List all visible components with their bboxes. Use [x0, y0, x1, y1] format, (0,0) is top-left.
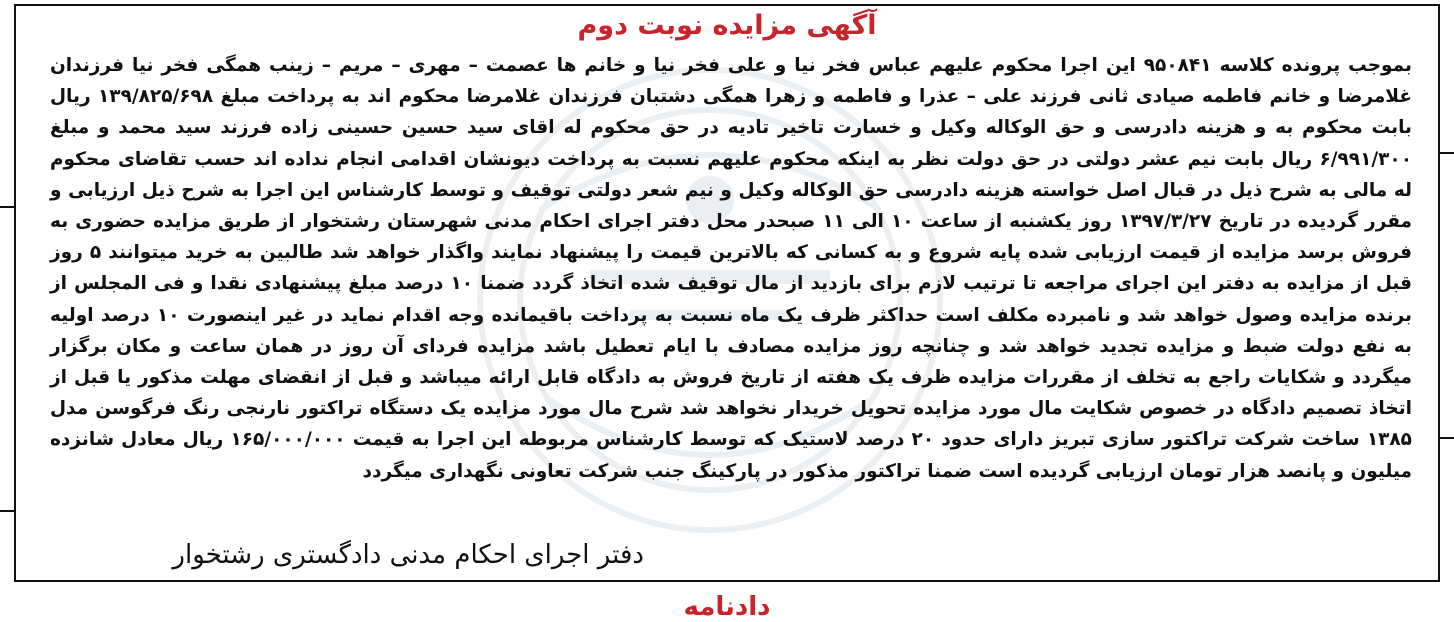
- next-notice-title: دادنامه: [683, 592, 771, 622]
- notice-body-text: بموجب پرونده کلاسه ۹۵۰۸۴۱ این اجرا محکوم علیهم عباس فخر نیا و علی فخر نیا و خانم ها عصمت – مهری – مریم – زینب همگی فخر نیا فرزندان غلامرضا و خانم فاطمه صیادی ثانی فرزند علی – عذرا و فاطمه و زهرا همگی دشتبان فرزندان غلامرضا محکوم اند به پرداخت مبلغ ۱۳۹/۸۲۵/۶۹۸ ریال بابت محکوم به و هزینه دادرسی و حق الوکاله وکیل و خسارت تاخیر تادیه در حق محکوم له اقای سید حسین حسینی زاده فرزند سید محمد و مبلغ ۶/۹۹۱/۳۰۰ ریال بابت نیم عشر دولتی در حق دولت نظر به اینکه محکوم علیهم نسبت به پرداخت دیونشان اقدامی انجام نداده اند حسب تقاضای محکوم له مالی به شرح ذیل در قبال اصل خواسته هزینه دادرسی حق الوکاله وکیل و نیم شعر دولتی توقیف و توسط کارشناس این اجرا به شرح ذیل ارزیابی و مقرر گردیده در تاریخ ۱۳۹۷/۳/۲۷ روز یکشنبه از ساعت ۱۰ الی ۱۱ صبحدر محل دفتر اجرای احکام مدنی شهرستان رشتخوار از طریق مزایده حضوری به فروش برسد مزایده از قیمت ارزیابی شده پایه شروع و به کسانی که بالاترین قیمت را پیشنهاد نمایند واگذار خواهد شد طالبین به خرید میتوانند ۵ روز قبل از مزایده به دفتر این اجرای مراجعه تا ترتیب لازم برای بازدید از مال توقیف شده اتخاذ گردد ضمنا ۱۰ درصد مبلغ پیشنهادی نقدا و فی المجلس از برنده مزایده وصول خواهد شد و نامبرده مکلف است حداکثر ظرف یک ماه نسبت به پرداخت باقیمانده وجه اقدام نماید در غیر اینصورت ۱۰ درصد اولیه به نفع دولت ضبط و مزایده تجدید خواهد شد و چنانچه روز مزایده مصادف با ایام تعطیل باشد مزایده فردای آن روز در همان ساعت و مکان برگزار میگردد و شکایات راجع به تخلف از مقررات مزایده ظرف یک هفته از تاریخ فروش به دادگاه قابل ارائه میباشد و قبل از انقضای مهلت مذکور یا قبل از اتخاذ تصمیم دادگاه در خصوص شکایت مال مورد مزایده تحویل خریدار نخواهد شد شرح مال مورد مزایده یک دستگاه تراکتور نارنجی رنگ فرگوسن مدل ۱۳۸۵ ساخت شرکت تراکتور سازی تبریز دارای حدود ۲۰ درصد لاستیک که توسط کارشناس مربوطه این اجرا به قیمت ۱۶۵/۰۰۰/۰۰۰ ریال معادل شانزده میلیون و پانصد هزار تومان ارزیابی گردیده است ضمنا تراکتور مذکور در پارکینگ جنب شرکت تعاونی نگهداری میگردد: [50, 55, 1413, 482]
- notice-title: آگهی مزایده نوبت دوم: [577, 10, 877, 41]
- top-border: [14, 4, 1440, 6]
- left-edge-mark: [0, 510, 14, 512]
- right-edge-mark: [1440, 437, 1454, 439]
- notice-body: [50, 50, 1412, 487]
- issuing-office: دفتر اجرای احکام مدنی دادگستری رشتخوار: [172, 540, 644, 570]
- left-edge-mark: [0, 206, 14, 208]
- left-border: [14, 4, 16, 581]
- right-border: [1438, 4, 1440, 581]
- bottom-border: [14, 580, 1440, 582]
- right-edge-mark: [1440, 152, 1454, 154]
